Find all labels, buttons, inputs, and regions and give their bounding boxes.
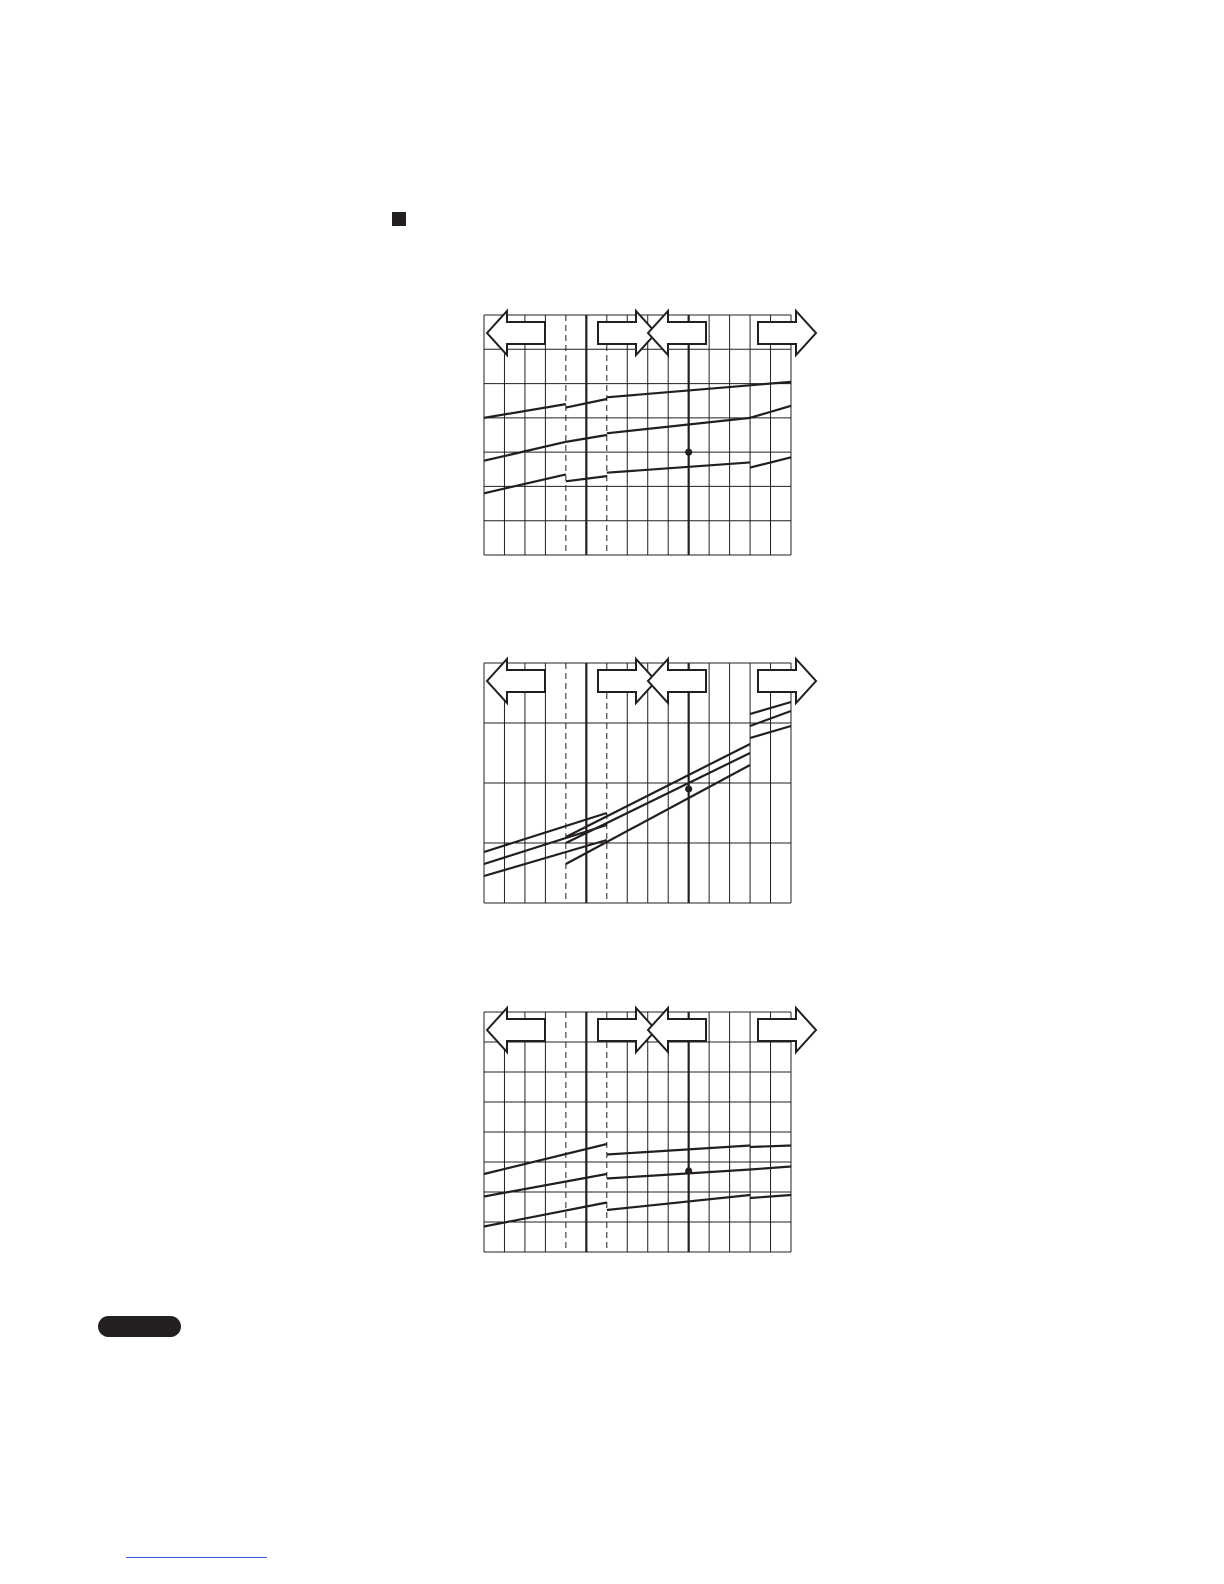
reference-point	[685, 1167, 692, 1174]
performance-chart-2	[470, 648, 830, 913]
hollow-arrow-left-icon	[487, 659, 545, 703]
filled-square-icon	[392, 212, 406, 226]
series-1-segment	[750, 1146, 791, 1148]
chart-2-canvas	[470, 648, 830, 913]
hollow-arrow-right-icon	[758, 659, 816, 703]
hollow-arrow-left-icon	[648, 311, 706, 355]
performance-chart-1	[470, 300, 830, 565]
hollow-arrow-left-icon	[487, 1008, 545, 1052]
series-1-segment	[566, 744, 750, 837]
hollow-arrow-right-icon	[758, 311, 816, 355]
series-2-segment	[566, 753, 750, 843]
note-pill-icon	[98, 1316, 181, 1337]
reference-point	[685, 785, 692, 792]
series-1-segment	[607, 1146, 750, 1155]
series-2-segment	[607, 418, 750, 433]
series-1-segment	[607, 385, 750, 397]
chart-3-canvas	[470, 997, 830, 1262]
hollow-arrow-right-icon	[758, 1008, 816, 1052]
footer-link-underline[interactable]	[126, 1557, 267, 1558]
series-3-segment	[607, 462, 750, 472]
hollow-arrow-left-icon	[648, 659, 706, 703]
hollow-arrow-left-icon	[648, 1008, 706, 1052]
reference-point	[685, 449, 692, 456]
series-3-segment	[750, 1195, 791, 1198]
series-3-segment	[607, 1195, 750, 1210]
series-2-segment	[607, 1170, 750, 1179]
performance-chart-3	[470, 997, 830, 1262]
series-3-segment	[566, 765, 750, 864]
hollow-arrow-left-icon	[487, 311, 545, 355]
series-2-segment	[750, 1167, 791, 1170]
chart-1-canvas	[470, 300, 830, 565]
